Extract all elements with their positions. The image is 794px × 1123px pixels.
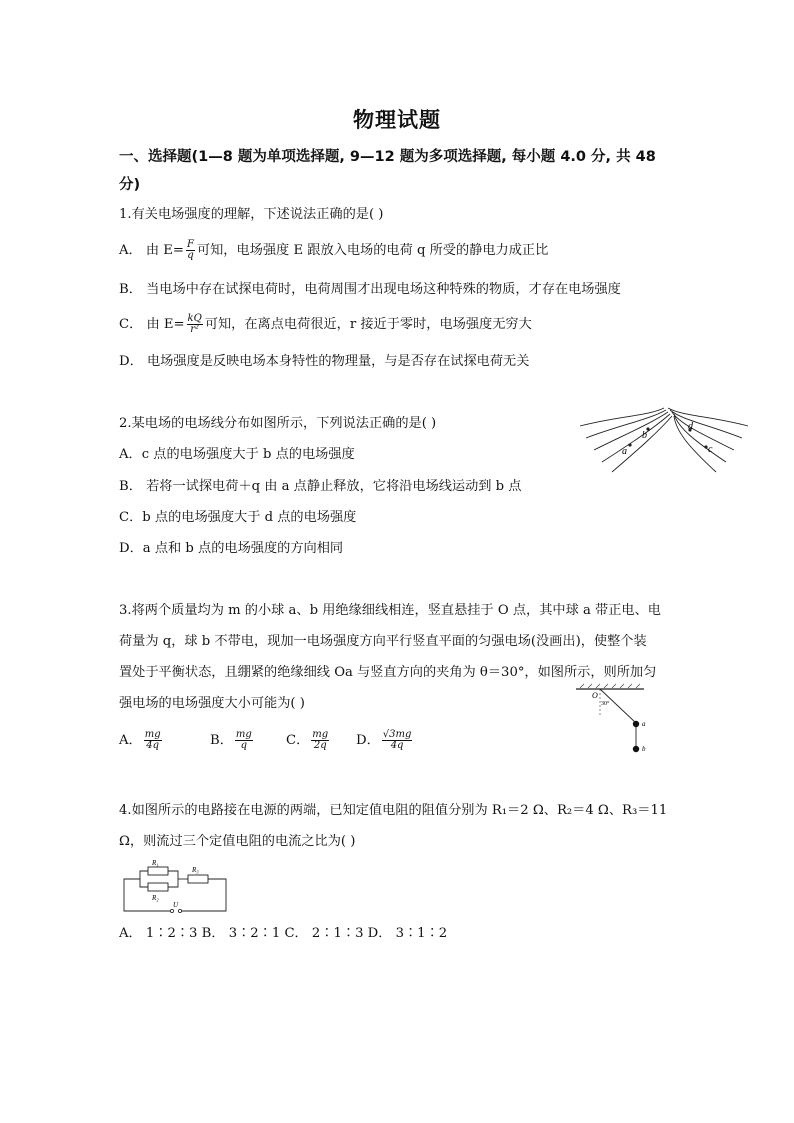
q1-a-frac-den: q (187, 250, 194, 261)
q4-line2: Ω，则流过三个定值电阻的电流之比为( ) (119, 834, 356, 849)
q1-option-c (119, 314, 532, 335)
q3-option-d (356, 730, 414, 751)
q4-options: A． 1∶2∶3 B． 3∶2∶1 C． 2∶1∶3 D． 3∶1∶2 (119, 926, 448, 941)
terminal-right (178, 909, 181, 912)
fig3-label-a: a (642, 720, 646, 728)
q1-c-post: 可知，在离点电荷很近，r 接近于零时，电场强度无穷大 (204, 317, 532, 332)
q1-a-post: 可知，电场强度 E 跟放入电场的电荷 q 所受的静电力成正比 (196, 243, 549, 258)
q1-option-b: B． 当电场中存在试探电荷时，电荷周围才出现电场这种特殊的物质，才存在电场强度 (119, 282, 621, 297)
q3-d-num: √3mg (382, 729, 412, 740)
q3-option-c (286, 730, 331, 751)
circuit-figure (120, 855, 230, 919)
q3-line4: 强电场的电场强度大小可能为( ) (119, 696, 305, 711)
q1-stem: 1.有关电场强度的理解，下述说法正确的是( ) (119, 207, 384, 222)
q3-line3: 置处于平衡状态，且绷紧的绝缘细线 Oa 与竖直方向的夹角为 θ＝30°，如图所示，则所加匀 (119, 665, 657, 680)
fig2-label-b: b (642, 430, 647, 441)
q3-a-num: mg (144, 729, 161, 740)
q2-option-d: D．a 点和 b 点的电场强度的方向相同 (119, 541, 344, 556)
q2-option-c: C．b 点的电场强度大于 d 点的电场强度 (119, 510, 357, 525)
q3-option-a (119, 730, 164, 751)
fig3-label-o: O (592, 691, 598, 700)
q1-c-frac-den: r² (190, 324, 200, 335)
q3-line1: 3.将两个质量均为 m 的小球 a、b 用绝缘细线相连，竖直悬挂于 O 点，其中球 a 带正电、电 (119, 603, 661, 618)
q3-line2: 荷量为 q，球 b 不带电，现加一电场强度方向平行竖直平面的匀强电场(没画出)，使整个装 (119, 634, 647, 649)
q3-a-fraction (144, 730, 162, 751)
page-title: 物理试题 (353, 107, 441, 132)
section-heading-line1: 一、选择题(1—8 题为单项选择题, 9—12 题为多项选择题, 每小题 4.0 分, 共 48 (119, 149, 656, 165)
q1-c-fraction (187, 314, 203, 335)
fig2-label-c: c (708, 444, 713, 455)
resistor-r2 (148, 883, 168, 891)
ball-a (633, 721, 639, 727)
q1-c-pre: 由 E= (146, 317, 185, 332)
electric-field-lines-figure (578, 404, 750, 474)
q1-a-pre: 由 E= (145, 243, 184, 258)
q3-c-label: C． (286, 733, 310, 748)
q1-option-d: D． 电场强度是反映电场本身特性的物理量，与是否存在试探电荷无关 (119, 354, 530, 369)
q3-b-num: mg (235, 729, 252, 740)
q1-c-label: C． (119, 317, 143, 332)
q3-b-den: q (240, 740, 248, 751)
q1-option-a (119, 240, 548, 261)
q3-d-fraction (382, 730, 413, 751)
fig4-label-r3: R₃ (192, 866, 199, 874)
fig2-label-a: a (622, 446, 627, 457)
q1-a-label: A． (119, 243, 142, 258)
q3-option-b (210, 730, 255, 751)
fig4-label-u: U (173, 901, 179, 909)
q3-b-fraction (235, 730, 253, 751)
fig4-label-r2: R₂ (152, 894, 159, 902)
fig2-label-d: d (688, 421, 693, 432)
q2-stem: 2.某电场的电场线分布如图所示，下列说法正确的是( ) (119, 416, 437, 431)
q3-c-den: 2q (313, 740, 327, 751)
ball-b (633, 746, 639, 752)
q3-c-num: mg (312, 729, 329, 740)
q1-a-frac-num: F (186, 239, 194, 250)
fig3-label-angle: 30° (601, 701, 610, 707)
section-heading-line2: 分) (119, 177, 141, 193)
resistor-r1 (148, 867, 168, 875)
q3-a-den: 4q (146, 740, 160, 751)
q3-c-fraction (311, 730, 329, 751)
fig2-point-a (628, 443, 631, 446)
q3-d-label: D． (356, 733, 380, 748)
terminal-left (170, 909, 173, 912)
q1-c-frac-num: kQ (187, 313, 202, 324)
q3-b-label: B． (210, 733, 233, 748)
q2-option-a: A．c 点的电场强度大于 b 点的电场强度 (119, 447, 355, 462)
q3-a-label: A． (119, 733, 142, 748)
resistor-r3 (188, 875, 208, 883)
q1-a-fraction (186, 240, 195, 261)
q4-line1: 4.如图所示的电路接在电源的两端，已知定值电阻的阻值分别为 R₁＝2 Ω、R₂＝4 Ω、R₃＝11 (119, 803, 668, 818)
fig4-label-r1: R₁ (152, 859, 159, 867)
q3-d-den: 4q (390, 740, 404, 751)
pendulum-figure (574, 683, 664, 758)
fig3-label-b: b (642, 745, 646, 753)
q2-option-b: B． 若将一试探电荷＋q 由 a 点静止释放，它将沿电场线运动到 b 点 (119, 479, 522, 494)
